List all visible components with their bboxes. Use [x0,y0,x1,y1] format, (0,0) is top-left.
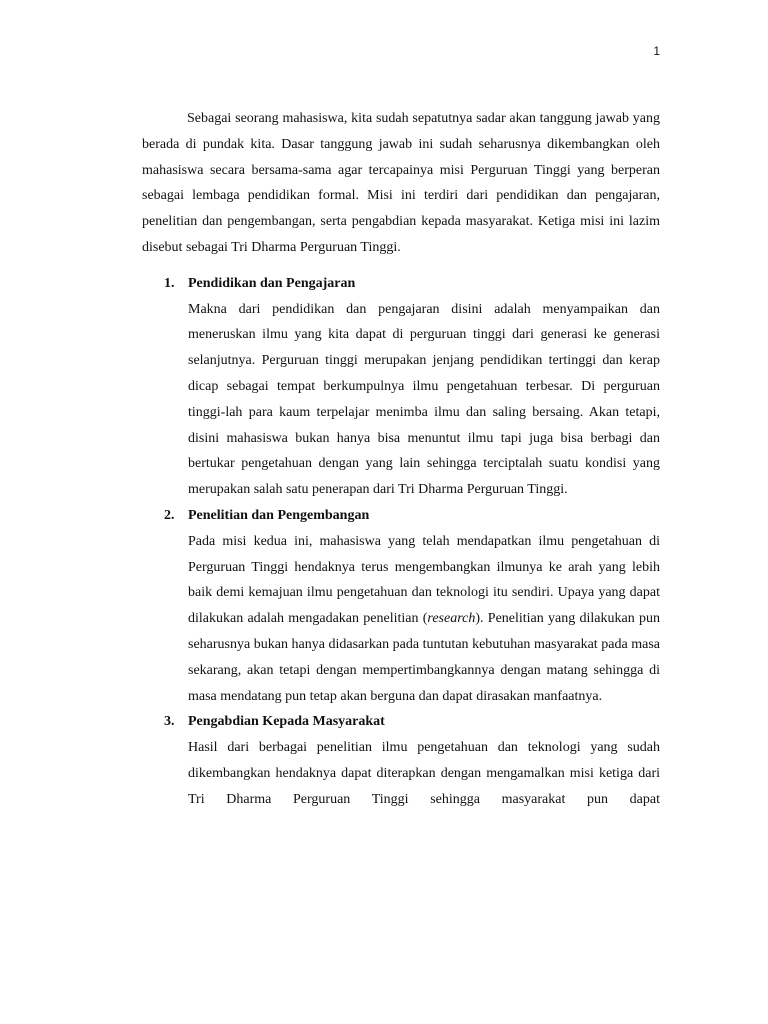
list-number: 1. [164,275,175,291]
paragraph-text: ). Penelitian yang dilakukan pun seharusnya bukan hanya didasarkan pada tuntutan kebutuhan masyarakat pada masa sekarang, akan tetapi dengan mempertimbangkannya dengan matang sehingga di masa mendatang pun tetap akan berguna dan dapat dirasakan manfaatnya. [188,611,660,704]
intro-paragraph: Sebagai seorang mahasiswa, kita sudah sepatutnya sadar akan tanggung jawab yang berada di pundak kita. Dasar tanggung jawab ini sudah seharusnya dikembangkan oleh mahasiswa secara bersama-sama agar tercapainya misi Perguruan Tinggi yang berperan sebagai lembaga pendidikan formal. Misi ini terdiri dari pendidikan dan pengajaran, penelitian dan pengembangan, serta pengabdian kepada masyarakat. Ketiga misi ini lazim disebut sebagai Tri Dharma Perguruan Tinggi. [142,111,660,255]
italic-term: research [427,611,476,627]
section-heading: Pendidikan dan Pengajaran [188,275,356,291]
section-heading: Pengabdian Kepada Masyarakat [188,714,385,730]
document-body [142,106,660,813]
list-item-pengabdian [142,709,660,812]
mission-list [142,271,660,813]
paragraph-text: Pada misi kedua ini, mahasiswa yang telah mendapatkan ilmu pengetahuan di Perguruan Tinggi hendaknya terus mengembangkan ilmunya ke arah yang lebih baik demi kemajuan ilmu pengetahuan dan teknologi itu sendiri. Upaya yang dapat dilakukan adalah mengadakan penelitian ( [188,533,660,627]
section-paragraph: Hasil dari berbagai penelitian ilmu pengetahuan dan teknologi yang sudah dikembangkan hendaknya dapat diterapkan dengan mengamalkan misi ketiga dari Tri Dharma Perguruan Tinggi sehingga masyarakat pun dapat [188,740,660,807]
section-heading: Penelitian dan Pengembangan [188,507,370,523]
section-paragraph [188,529,660,710]
list-number: 2. [164,507,175,523]
section-paragraph: Makna dari pendidikan dan pengajaran disini adalah menyampaikan dan meneruskan ilmu yang kita dapat di perguruan tinggi dari generasi ke generasi selanjutnya. Perguruan tinggi merupakan jenjang pendidikan tertinggi dan kerap dicap sebagai tempat berkumpulnya ilmu pengetahuan terbesar. Di perguruan tinggi-lah para kaum terpelajar menimba ilmu dan saling bersaing. Akan tetapi, disini mahasiswa bukan hanya bisa menuntut ilmu tapi juga bisa berbagi dan bertukar pengetahuan dengan yang lain sehingga terciptalah suatu kondisi yang merupakan salah satu penerapan dari Tri Dharma Perguruan Tinggi. [188,301,660,498]
list-number: 3. [164,714,175,730]
list-item-penelitian [142,503,660,709]
list-item-pendidikan [142,271,660,503]
page-number: 1 [653,44,660,58]
